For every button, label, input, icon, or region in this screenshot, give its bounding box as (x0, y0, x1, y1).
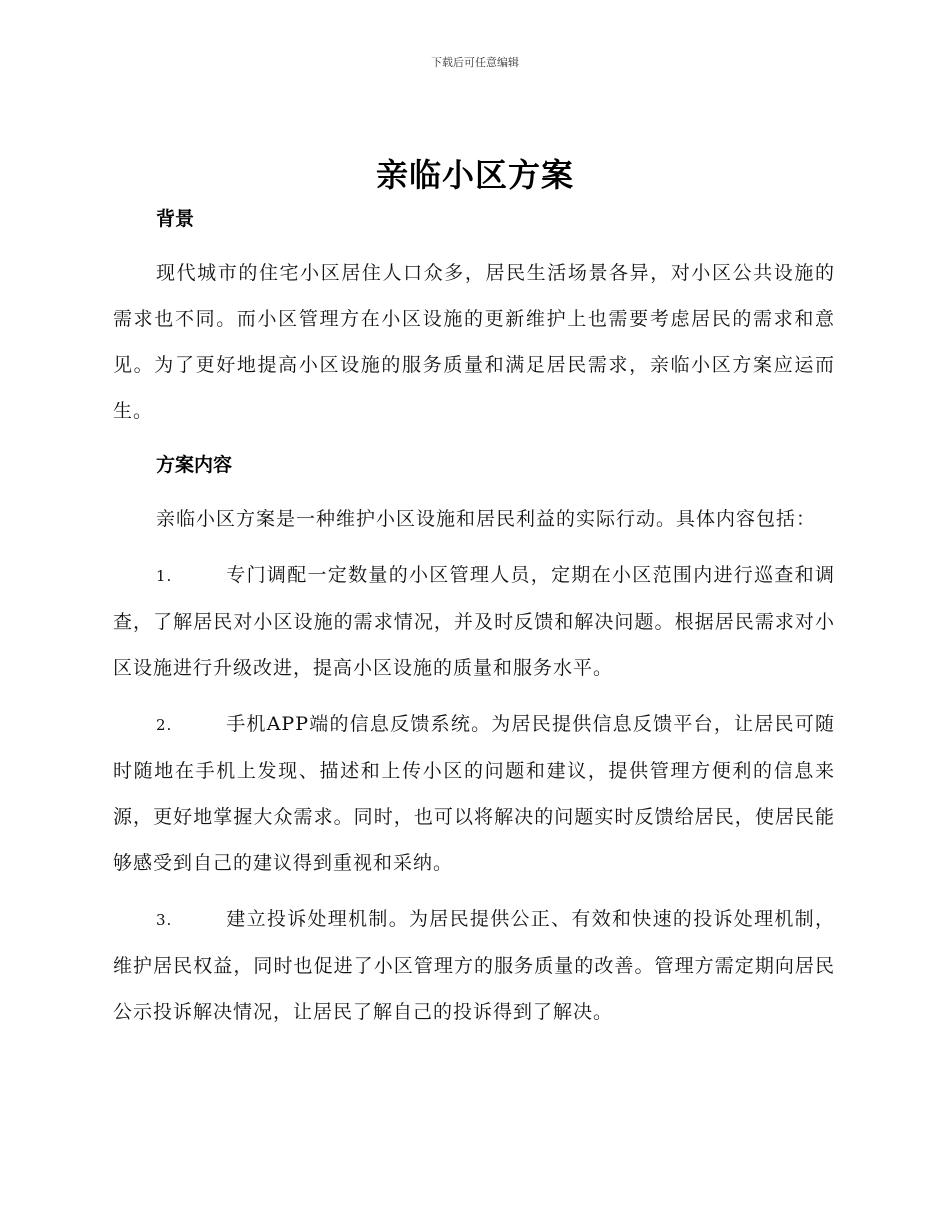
list-item-text: 专门调配一定数量的小区管理人员，定期在小区范围内进行巡查和调查，了解居民对小区设施的需求情况，并及时反馈和解决问题。根据居民需求对小区设施进行升级改进，提高小区设施的质量和服务水平。 (113, 564, 835, 679)
list-item-number: 2. (156, 716, 173, 734)
list-item-text: 建立投诉处理机制。为居民提供公正、有效和快速的投诉处理机制，维护居民权益，同时也促进了小区管理方的服务质量的改善。管理方需定期向居民公示投诉解决情况，让居民了解自己的投诉得到了解决。 (113, 908, 835, 1023)
content-intro-paragraph: 亲临小区方案是一种维护小区设施和居民利益的实际行动。具体内容包括： (156, 508, 817, 530)
document-body (113, 200, 835, 1035)
list-item-number: 1. (156, 567, 173, 585)
list-item (113, 701, 835, 886)
section-heading-content: 方案内容 (156, 454, 233, 476)
section-heading-background: 背景 (156, 208, 195, 230)
header-note: 下载后可任意编辑 (431, 56, 519, 69)
list-item (113, 896, 835, 1035)
document-title: 亲临小区方案 (375, 156, 574, 194)
list-item-number: 3. (156, 911, 173, 929)
list-item (113, 552, 835, 691)
list-item-text: 手机APP端的信息反馈系统。为居民提供信息反馈平台，让居民可随时随地在手机上发现、描述和上传小区的问题和建议，提供管理方便利的信息来源，更好地掌握大众需求。同时，也可以将解决的问题实时反馈给居民，使居民能够感受到自己的建议得到重视和采纳。 (113, 713, 835, 874)
background-paragraph: 现代城市的住宅小区居住人口众多，居民生活场景各异，对小区公共设施的需求也不同。而小区管理方在小区设施的更新维护上也需要考虑居民的需求和意见。为了更好地提高小区设施的服务质量和满足居民需求，亲临小区方案应运而生。 (113, 262, 835, 422)
